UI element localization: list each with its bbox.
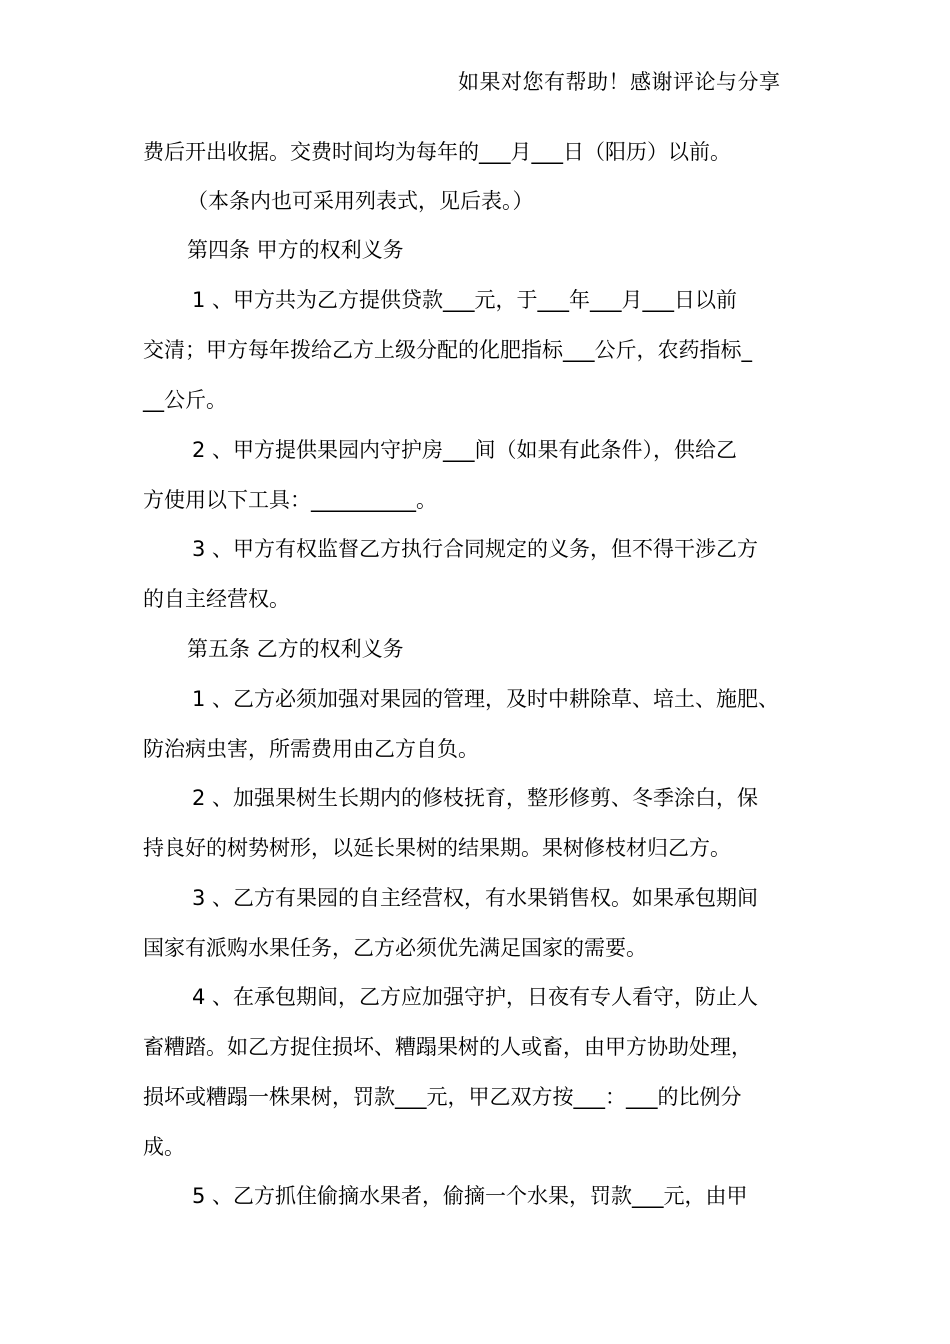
section-heading: 第四条 甲方的权利义务 [187,238,404,262]
body-line: 损坏或糟蹋一株果树，罚款___元，甲乙双方按___：___的比例分 [143,1085,742,1109]
section-heading: 第五条 乙方的权利义务 [187,637,404,661]
body-line: 1 、甲方共为乙方提供贷款___元，于___年___月___日以前 [192,288,738,312]
body-line: 费后开出收据。交费时间均为每年的___月___日（阳历）以前。 [143,140,731,164]
body-line: 的自主经营权。 [143,587,290,611]
body-line: 防治病虫害，所需费用由乙方自负。 [143,737,479,761]
body-line: 3 、乙方有果园的自主经营权，有水果销售权。如果承包期间 [192,886,759,910]
body-line: 成。 [143,1135,185,1159]
body-line: 5 、乙方抓住偷摘水果者，偷摘一个水果，罚款___元，由甲 [192,1184,748,1208]
body-line: 方使用以下工具：__________。 [143,488,437,512]
body-line: 国家有派购水果任务，乙方必须优先满足国家的需要。 [143,936,647,960]
body-line: 4 、在承包期间，乙方应加强守护，日夜有专人看守，防止人 [192,985,759,1009]
body-line: 持良好的树势树形，以延长果树的结果期。果树修枝材归乙方。 [143,836,731,860]
header-note: 如果对您有帮助！感谢评论与分享 [458,70,781,94]
body-line: 2 、加强果树生长期内的修枝抚育，整形修剪、冬季涂白，保 [192,786,759,810]
body-line: __公斤。 [143,388,227,412]
body-line: 2 、甲方提供果园内守护房___间（如果有此条件），供给乙 [192,438,738,462]
body-line: （本条内也可采用列表式，见后表。） [187,189,534,213]
body-line: 1 、乙方必须加强对果园的管理，及时中耕除草、培土、施肥、 [192,687,780,711]
body-line: 3 、甲方有权监督乙方执行合同规定的义务，但不得干涉乙方 [192,537,759,561]
body-line: 交清；甲方每年拨给乙方上级分配的化肥指标___公斤，农药指标_ [143,338,752,362]
body-line: 畜糟踏。如乙方捉住损坏、糟蹋果树的人或畜，由甲方协助处理， [143,1035,752,1059]
